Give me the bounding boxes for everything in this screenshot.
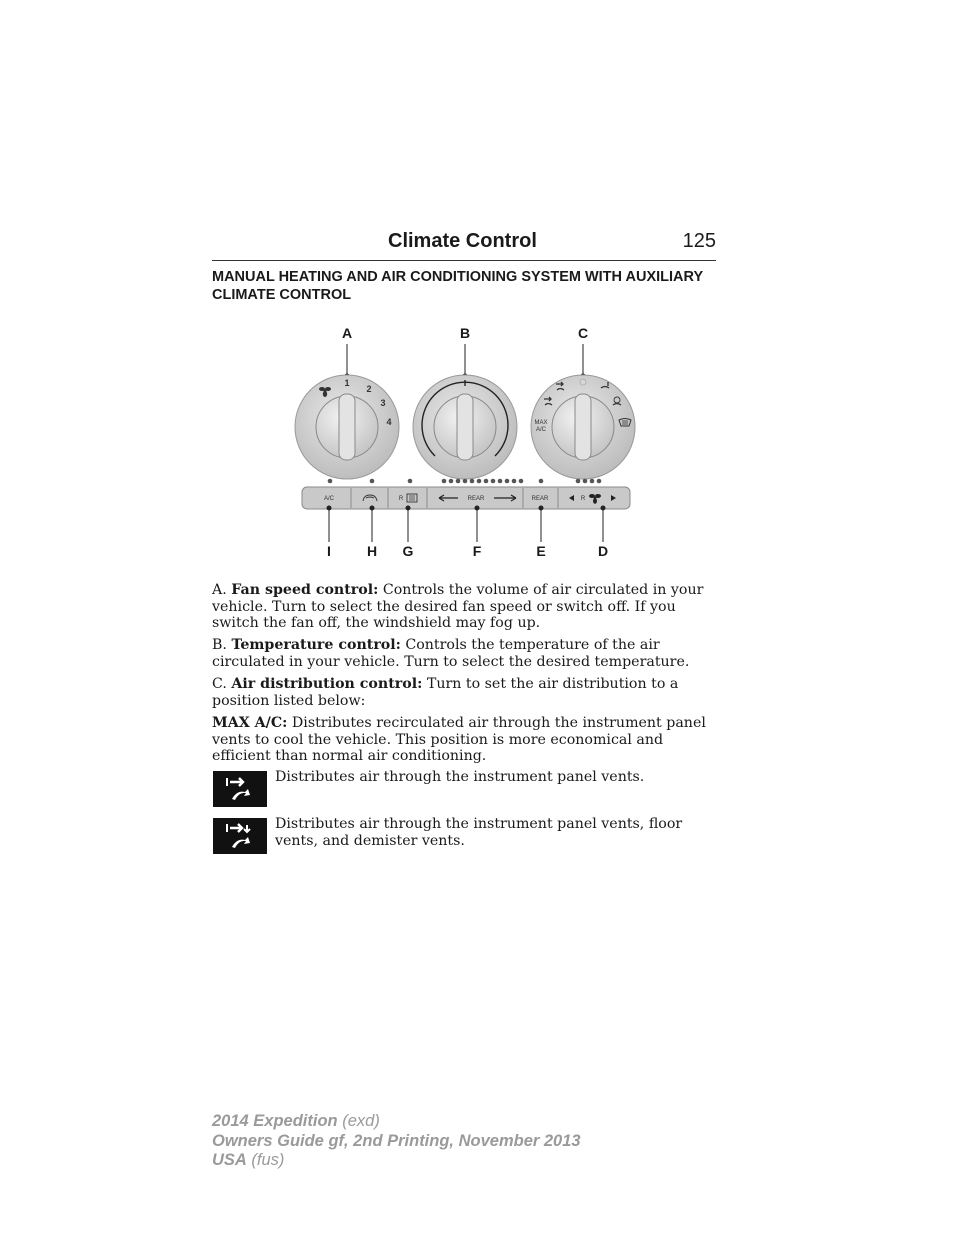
description-air-distribution: C. Air distribution control: Turn to set the air distribution to a position listed below: bbox=[212, 676, 679, 709]
term-max-ac: MAX A/C: bbox=[212, 715, 288, 731]
indicator-dots bbox=[328, 479, 602, 484]
climate-panel-diagram bbox=[290, 322, 640, 562]
footer-line-3: USA (fus) bbox=[212, 1151, 285, 1169]
page-title: Climate Control bbox=[388, 230, 537, 252]
rear-fan-r-label: R bbox=[580, 496, 586, 502]
rear-button-label: REAR bbox=[531, 496, 549, 502]
fan-speed-1: 1 bbox=[344, 378, 350, 388]
panel-floor-vent-icon bbox=[213, 818, 267, 854]
ac-button-label: A/C bbox=[323, 496, 335, 502]
term-air-distribution: Air distribution control: bbox=[231, 676, 423, 692]
callout-d: D bbox=[597, 543, 609, 559]
rear-defrost-r-label: R bbox=[398, 496, 404, 502]
description-fan-speed: A. Fan speed control: Controls the volume of air circulated in your vehicle. Turn to select the desired fan speed or switch off. If you switch the fan off, the windshield may fog up. bbox=[212, 582, 704, 631]
term-fan-speed: Fan speed control: bbox=[231, 582, 379, 598]
max-ac-label-line1: MAX bbox=[534, 420, 548, 426]
icon-item-text: Distributes air through the instrument panel vents, floor vents, and demister vents. bbox=[275, 816, 683, 849]
description-temperature: B. Temperature control: Controls the temperature of the air circulated in your vehicle. Turn to select the desired temperature. bbox=[212, 637, 690, 670]
callout-f: F bbox=[472, 543, 482, 559]
icon-item-text: Distributes air through the instrument panel vents. bbox=[275, 769, 645, 785]
page-number: 125 bbox=[682, 230, 716, 252]
fan-speed-3: 3 bbox=[380, 398, 386, 408]
callout-c: C bbox=[577, 325, 589, 341]
ac-button[interactable] bbox=[324, 496, 335, 502]
fan-speed-2: 2 bbox=[366, 384, 372, 394]
fan-speed-4: 4 bbox=[386, 417, 392, 427]
footer-line-2: Owners Guide gf, 2nd Printing, November 2013 bbox=[212, 1131, 581, 1150]
climate-control-panel-figure bbox=[290, 322, 640, 562]
air-distribution-knob[interactable] bbox=[531, 375, 635, 479]
callout-b: B bbox=[459, 325, 471, 341]
description-max-ac: MAX A/C: Distributes recirculated air through the instrument panel vents to cool the vehicle. This position is more economical and efficient than normal air conditioning. bbox=[212, 715, 706, 764]
page-footer bbox=[212, 1112, 581, 1171]
callout-e: E bbox=[536, 543, 546, 559]
callout-h: H bbox=[366, 543, 378, 559]
callout-i: I bbox=[327, 543, 331, 559]
indicator-light bbox=[580, 379, 586, 385]
callout-a: A bbox=[341, 325, 353, 341]
temperature-knob[interactable] bbox=[413, 375, 517, 479]
section-heading: MANUAL HEATING AND AIR CONDITIONING SYSTEM WITH AUXILIARY CLIMATE CONTROL bbox=[212, 269, 703, 303]
rear-temp-label: REAR bbox=[467, 496, 485, 502]
rear-button[interactable] bbox=[532, 496, 549, 502]
page-header bbox=[212, 230, 716, 261]
callout-g: G bbox=[402, 543, 414, 559]
max-ac-label-line2: A/C bbox=[535, 427, 547, 433]
term-temperature: Temperature control: bbox=[231, 637, 401, 653]
panel-vent-icon bbox=[213, 771, 267, 807]
fan-speed-knob[interactable] bbox=[295, 375, 399, 479]
footer-line-1: 2014 Expedition (exd) bbox=[212, 1112, 380, 1130]
